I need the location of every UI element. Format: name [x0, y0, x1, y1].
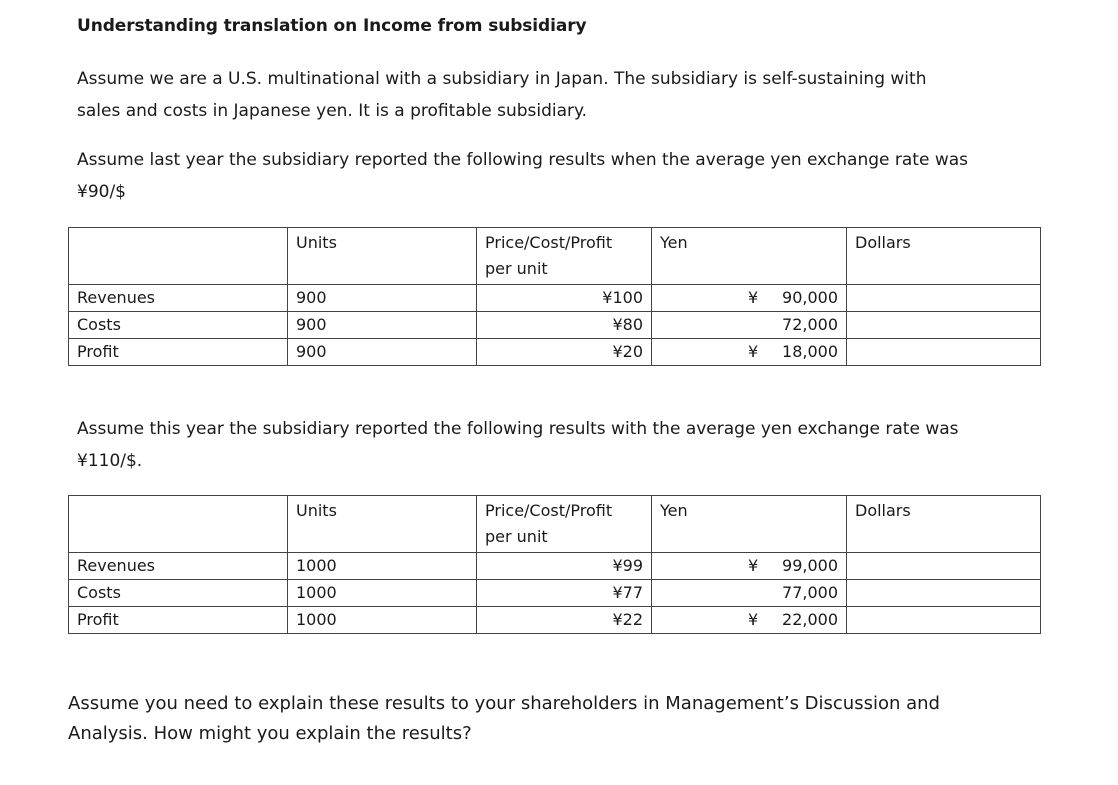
row-units: 1000 — [288, 553, 477, 580]
row-price: ¥99 — [477, 553, 652, 580]
header-price-line-1: Price/Cost/Profit — [485, 233, 613, 252]
row-price: ¥100 — [477, 285, 652, 312]
row-label: Costs — [69, 580, 288, 607]
yen-symbol: ¥ — [748, 556, 759, 575]
row-dollars — [847, 285, 1041, 312]
intro-line-2: sales and costs in Japanese yen. It is a profitable subsidiary. — [77, 101, 588, 121]
last-year-line-2: ¥90/$ — [77, 182, 126, 202]
row-yen — [652, 312, 847, 339]
table-header-row — [69, 228, 1041, 285]
document-title: Understanding translation on Income from subsidiary — [77, 16, 587, 36]
row-price: ¥77 — [477, 580, 652, 607]
row-yen — [652, 553, 847, 580]
this-year-results-table — [68, 495, 1041, 634]
row-yen — [652, 285, 847, 312]
yen-amount: 90,000 — [782, 288, 838, 307]
table-row — [69, 285, 1041, 312]
this-year-paragraph — [77, 413, 1057, 477]
row-price: ¥22 — [477, 607, 652, 634]
table-header-row — [69, 496, 1041, 553]
header-yen: Yen — [652, 228, 847, 285]
row-yen — [652, 607, 847, 634]
intro-line-1: Assume we are a U.S. multinational with a subsidiary in Japan. The subsidiary is self-sustaining with — [77, 69, 927, 89]
row-yen — [652, 580, 847, 607]
closing-line-2: Analysis. How might you explain the results? — [68, 723, 472, 744]
row-dollars — [847, 312, 1041, 339]
yen-amount: 72,000 — [782, 315, 838, 334]
intro-paragraph — [77, 63, 1057, 127]
header-dollars: Dollars — [847, 496, 1041, 553]
yen-amount: 99,000 — [782, 556, 838, 575]
row-dollars — [847, 339, 1041, 366]
this-year-line-1: Assume this year the subsidiary reported the following results with the average yen exchange rate was — [77, 419, 959, 439]
yen-symbol: ¥ — [748, 342, 759, 361]
header-label-cell — [69, 496, 288, 553]
yen-amount: 77,000 — [782, 583, 838, 602]
closing-question — [68, 689, 1048, 749]
header-price-line-1: Price/Cost/Profit — [485, 501, 613, 520]
table-row — [69, 312, 1041, 339]
row-label: Profit — [69, 607, 288, 634]
row-units: 900 — [288, 339, 477, 366]
row-units: 1000 — [288, 580, 477, 607]
row-label: Revenues — [69, 553, 288, 580]
row-label: Profit — [69, 339, 288, 366]
header-units: Units — [288, 228, 477, 285]
row-label: Revenues — [69, 285, 288, 312]
row-price: ¥20 — [477, 339, 652, 366]
row-dollars — [847, 580, 1041, 607]
header-units: Units — [288, 496, 477, 553]
closing-line-1: Assume you need to explain these results to your shareholders in Management’s Discussion and — [68, 693, 940, 714]
row-yen — [652, 339, 847, 366]
header-price — [477, 496, 652, 553]
table-row — [69, 580, 1041, 607]
table-row — [69, 607, 1041, 634]
table-row — [69, 339, 1041, 366]
last-year-paragraph — [77, 144, 1057, 208]
header-dollars: Dollars — [847, 228, 1041, 285]
header-price-line-2: per unit — [485, 527, 548, 546]
row-dollars — [847, 553, 1041, 580]
this-year-line-2: ¥110/$. — [77, 451, 143, 471]
last-year-results-table — [68, 227, 1041, 366]
yen-symbol: ¥ — [748, 288, 759, 307]
last-year-line-1: Assume last year the subsidiary reported the following results when the average yen exchange rate was — [77, 150, 969, 170]
row-units: 1000 — [288, 607, 477, 634]
row-units: 900 — [288, 312, 477, 339]
header-yen: Yen — [652, 496, 847, 553]
row-label: Costs — [69, 312, 288, 339]
yen-amount: 18,000 — [782, 342, 838, 361]
table-row — [69, 553, 1041, 580]
header-price — [477, 228, 652, 285]
header-price-line-2: per unit — [485, 259, 548, 278]
header-label-cell — [69, 228, 288, 285]
row-price: ¥80 — [477, 312, 652, 339]
yen-symbol: ¥ — [748, 610, 759, 629]
row-dollars — [847, 607, 1041, 634]
yen-amount: 22,000 — [782, 610, 838, 629]
row-units: 900 — [288, 285, 477, 312]
